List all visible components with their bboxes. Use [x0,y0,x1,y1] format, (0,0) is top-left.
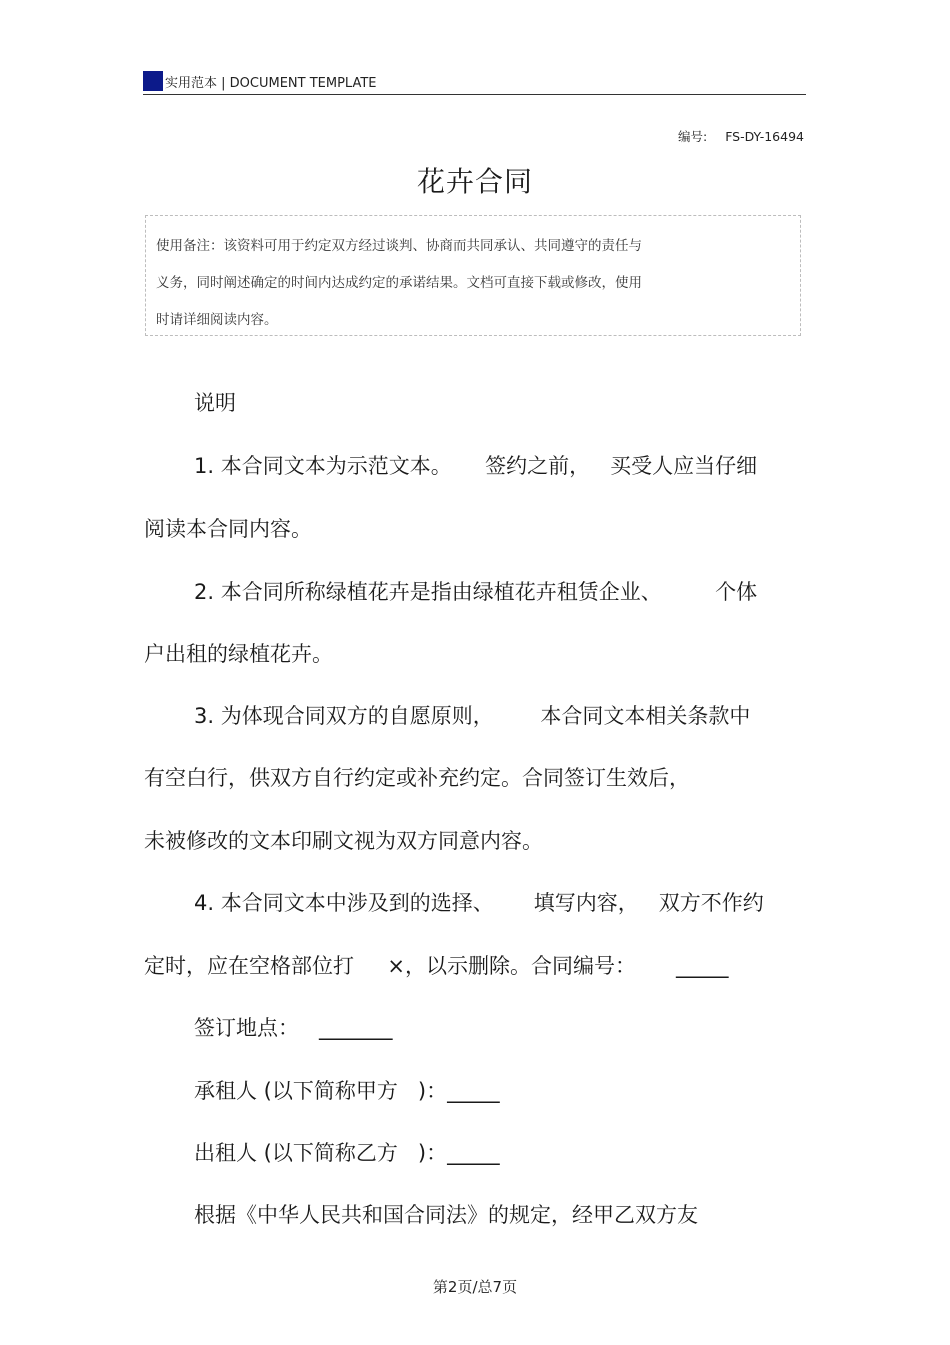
body-line: 户出租的绿植花卉。 [144,642,333,666]
body-line: 2. 本合同所称绿植花卉是指由绿植花卉租赁企业、 个体 [194,580,758,604]
notice-line: 使用备注：该资料可用于约定双方经过谈判、协商而共同承认、共同遵守的责任与 [156,238,642,254]
document-title: 花卉合同 [416,165,533,198]
document-number [678,127,804,145]
brand-square-icon [143,71,163,91]
body-line: 说明 [194,391,236,415]
body-line: 1. 本合同文本为示范文本。 签约之前， 买受人应当仔细 [194,454,758,478]
body-line: 根据《中华人民共和国合同法》的规定，经甲乙双方友 [194,1203,698,1227]
page-footer: 第2页/总7页 [432,1278,518,1296]
body-line: 定时，应在空格部位打 ×，以示删除。合同编号： _____ [144,954,729,978]
notice-line: 时请详细阅读内容。 [156,312,278,328]
document-number-value: FS-DY-16494 [725,129,804,144]
document-number-label: 编号: [677,129,708,144]
usage-notice-box [145,215,801,336]
body-line: 3. 为体现合同双方的自愿原则， 本合同文本相关条款中 [194,704,751,728]
header-label: 实用范本 | DOCUMENT TEMPLATE [165,76,377,91]
body-line: 4. 本合同文本中涉及到的选择、 填写内容， 双方不作约 [194,891,764,915]
body-line: 出租人 (以下简称乙方 )：_____ [194,1141,500,1165]
body-line: 未被修改的文本印刷文视为双方同意内容。 [144,829,543,853]
body-line: 有空白行，供双方自行约定或补充约定。合同签订生效后， [144,766,690,790]
body-line: 签订地点： _______ [194,1016,393,1040]
usage-notice-text [156,228,746,339]
page-header [143,68,806,95]
body-line: 承租人 (以下简称甲方 )：_____ [194,1079,500,1103]
body-line: 阅读本合同内容。 [144,517,312,541]
notice-line: 义务，同时阐述确定的时间内达成约定的承诺结果。文档可直接下载或修改，使用 [156,275,642,291]
